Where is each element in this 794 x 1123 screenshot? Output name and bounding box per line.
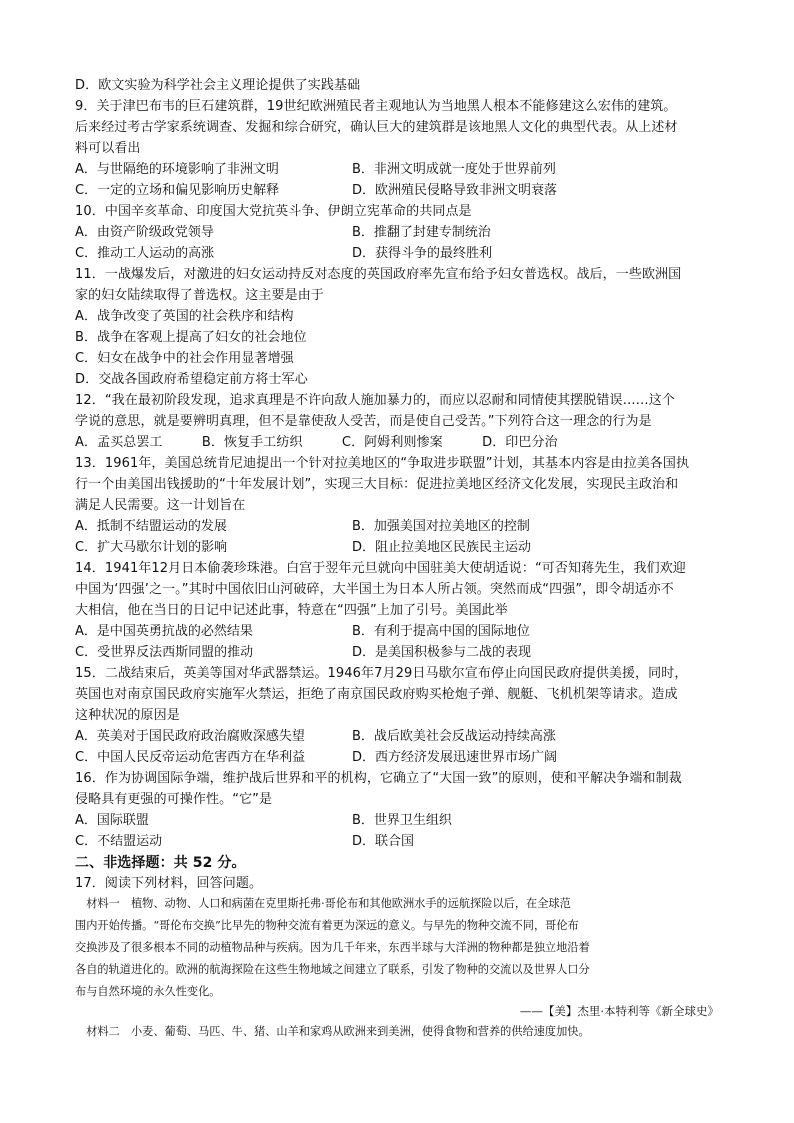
question-12-options: A．孟买总罢工 B．恢复手工纺织 C．阿姆利则惨案 D．印巴分治 <box>75 435 558 450</box>
question-14-option-a: A．是中国英勇抗战的必然结果 <box>75 624 253 639</box>
question-15-option-d: D．西方经济发展迅速世界市场广阔 <box>352 750 558 765</box>
question-15-stem: 15．二战结束后，英美等国对华武器禁运。1946年7月29日马歇尔宣布停止向国民政府提供美援，同时， <box>75 666 688 681</box>
question-14-option-b: B．有利于提高中国的国际地位 <box>352 624 530 639</box>
question-15-option-b: B．战后欧美社会反战运动持续高涨 <box>352 729 556 744</box>
question-10-option-b: B．推翻了封建专制统治 <box>352 225 491 240</box>
section-heading: 二、非选择题：共 52 分。 <box>75 855 246 871</box>
question-9-stem: 9．关于津巴布韦的巨石建筑群，19世纪欧洲殖民者主观地认为当地黑人根本不能修建这么宏伟的建筑。 <box>75 99 677 114</box>
material-1-source: ——【美】杰里·本特利等《新全球史》 <box>519 1004 719 1018</box>
question-14-stem: 大相信，他在当日的日记中记述此事，特意在“四强”上加了引号。美国此举 <box>75 603 508 618</box>
material-1-text: 布与自然环境的永久性变化。 <box>75 985 221 998</box>
question-9-option-c: C．一定的立场和偏见影响历史解释 <box>75 183 280 198</box>
question-12-stem: 学说的意思，就是要辨明真理，但不是靠使敌人受苦，而是使自己受苦。”下列符合这一理念的行为是 <box>75 414 652 429</box>
question-11-option-b: B．战争在客观上提高了妇女的社会地位 <box>75 330 307 345</box>
question-15-stem: 英国也对南京国民政府实施军火禁运，拒绝了南京国民政府购买枪炮子弹、舰艇、飞机机架等请求。造成 <box>75 687 678 702</box>
question-13-option-c: C．扩大马歇尔计划的影响 <box>75 540 228 555</box>
question-9-option-b: B．非洲文明成就一度处于世界前列 <box>352 162 556 177</box>
question-16-option-a: A．国际联盟 <box>75 813 149 828</box>
question-16-option-d: D．联合国 <box>352 834 415 849</box>
question-16-stem: 侵略具有更强的可操作性。“它”是 <box>75 792 273 807</box>
material-1-text: 围内开始传播。“哥伦布交换”比早先的物种交流有着更为深远的意义。与早先的物种交流不同，哥伦布 <box>75 919 579 932</box>
question-10-option-a: A．由资产阶级政党领导 <box>75 225 214 240</box>
question-13-stem: 13．1961年，美国总统肯尼迪提出一个针对拉美地区的“争取进步联盟”计划，其基本内容是由拉美各国执 <box>75 456 690 471</box>
question-9-option-d: D．欧洲殖民侵略导致非洲文明衰落 <box>352 183 558 198</box>
material-2-text: 材料二 小麦、葡萄、马匹、牛、猪、山羊和家鸡从欧洲来到美洲，使得食物和营养的供给速度加快。 <box>75 1025 590 1038</box>
question-8-option-d: D．欧文实验为科学社会主义理论提供了实践基础 <box>75 78 361 93</box>
question-15-stem: 这种状况的原因是 <box>75 708 180 723</box>
question-9-stem: 料可以看出 <box>75 141 141 156</box>
question-9-stem: 后来经过考古学家系统调查、发掘和综合研究，确认巨大的建筑群是该地黑人文化的典型代表。从上述材 <box>75 120 678 135</box>
question-11-stem: 11．一战爆发后，对激进的妇女运动持反对态度的英国政府率先宣布给予妇女普选权。战后，一些欧洲国 <box>75 267 682 282</box>
question-13-option-a: A．抵制不结盟运动的发展 <box>75 519 227 534</box>
question-16-stem: 16．作为协调国际争端，维护战后世界和平的机构，它确立了“大国一致”的原则，使和平解决争端和制裁 <box>75 771 682 786</box>
question-9-option-a: A．与世隔绝的环境影响了非洲文明 <box>75 162 279 177</box>
question-10-option-c: C．推动工人运动的高涨 <box>75 246 215 261</box>
material-1-text: 各自的轨道进化的。欧洲的航海探险在这些生物地域之间建立了联系，引发了物种的交流以及世界人口分 <box>75 963 590 976</box>
question-16-option-b: B．世界卫生组织 <box>352 813 452 828</box>
question-13-option-d: D．阻止拉美地区民族民主运动 <box>352 540 532 555</box>
question-11-option-a: A．战争改变了英国的社会秩序和结构 <box>75 309 294 324</box>
question-14-option-c: C．受世界反法西斯同盟的推动 <box>75 645 254 660</box>
question-11-option-c: C．妇女在战争中的社会作用显著增强 <box>75 351 294 366</box>
question-15-option-c: C．中国人民反帝运动危害西方在华利益 <box>75 750 306 765</box>
question-17-stem: 17．阅读下列材料，回答问题。 <box>75 876 263 891</box>
question-14-stem: 中国为‘四强’之一。”其时中国依旧山河破碎，大半国土为日本人所占领。突然而成“四强”，即令胡适亦不 <box>75 582 674 597</box>
question-14-option-d: D．是美国积极参与二战的表现 <box>352 645 532 660</box>
question-11-stem: 家的妇女陆续取得了普选权。这主要是由于 <box>75 288 324 303</box>
question-10-option-d: D．获得斗争的最终胜利 <box>352 246 493 261</box>
question-11-option-d: D．交战各国政府希望稳定前方将士军心 <box>75 372 308 387</box>
question-13-stem: 行一个由美国出钱援助的“十年发展计划”，实现三大目标：促进拉美地区经济文化发展，实现民主政治和 <box>75 477 679 492</box>
question-14-stem: 14．1941年12月日本偷袭珍珠港。白宫于翌年元旦就向中国驻美大使胡适说：“可否知蒋先生，我们欢迎 <box>75 561 686 576</box>
material-1-text: 交换涉及了很多根本不同的动植物品种与疾病。因为几千年来，东西半球与大洋洲的物种都是独立地沿着 <box>75 941 590 954</box>
question-13-option-b: B．加强美国对拉美地区的控制 <box>352 519 530 534</box>
question-12-stem: 12．“我在最初阶段发现，追求真理是不许向敌人施加暴力的，而应以忍耐和同情使其摆脱错误……这个 <box>75 393 675 408</box>
question-13-stem: 满足人民需要。这一计划旨在 <box>75 498 246 513</box>
question-15-option-a: A．英美对于国民政府政治腐败深感失望 <box>75 729 305 744</box>
question-16-option-c: C．不结盟运动 <box>75 834 163 849</box>
question-10-stem: 10．中国辛亥革命、印度国大党抗英斗争、伊朗立宪革命的共同点是 <box>75 204 472 219</box>
material-1-text: 材料一 植物、动物、人口和病菌在克里斯托弗·哥伦布和其他欧洲水手的远航探险以后，在全球范 <box>75 897 571 910</box>
